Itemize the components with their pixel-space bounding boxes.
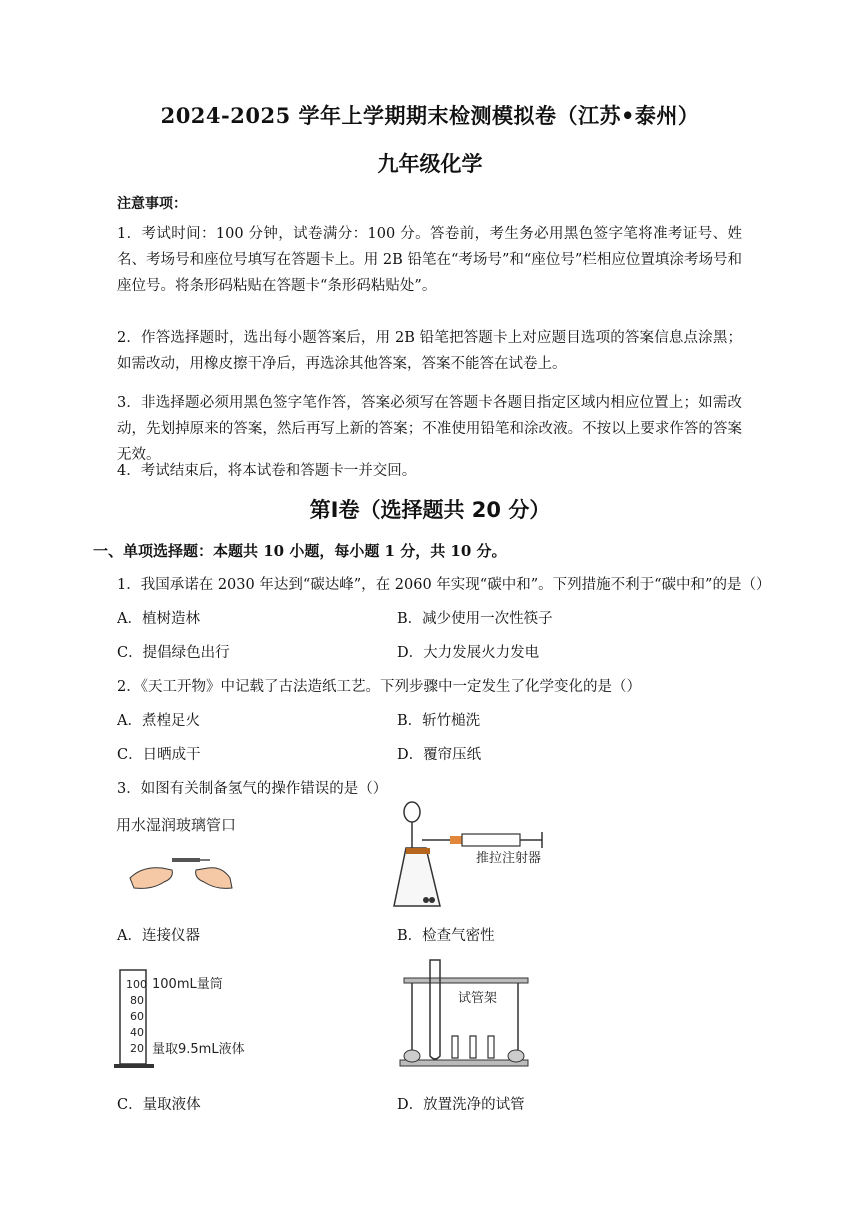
scale-80: 80 [130,994,144,1007]
note-item-2: 2．作答选择题时，选出每小题答案后，用 2B 铅笔把答题卡上对应题目选项的答案信息点涂黑；如需改动，用橡皮擦干净后，再选涂其他答案，答案不能答在试卷上。 [117,330,742,372]
right-hand-icon [196,868,232,889]
left-hand-icon [130,868,172,889]
figure-b-label: 推拉注射器 [476,851,542,866]
figure-c-measure-liquid [112,966,272,1076]
rack-top-bar-icon [404,978,528,983]
note-item-4: 4．考试结束后，将本试卷和答题卡一并交回。 [117,463,417,479]
question-3-option-a: A．连接仪器 [117,928,200,944]
scale-20: 20 [130,1042,144,1055]
question-2-option-a: A．煮楻足火 [117,713,200,729]
test-tube-icon [430,960,440,1059]
question-3-stem: 3．如图有关制备氢气的操作错误的是（） [117,781,388,797]
figure-d-test-tube-rack [396,956,531,1081]
stopper-icon [406,848,430,854]
figure-a-label: 用水湿润玻璃管口 [116,816,237,834]
notes-heading: 注意事项： [117,196,187,212]
note-item-1: 1．考试时间：100 分钟，试卷满分：100 分。答卷前，考生务必用黑色签字笔将准考证号、姓名、考场号和座位号填写在答题卡上。用 2B 铅笔在“考场号”和“座位号”栏相应位置填涂考场号和座位号。将条形码粘贴在答题卡“条形码粘贴处”。 [117,226,742,294]
question-2-option-b: B．斩竹槌洗 [397,713,481,729]
question-2-stem: 2．《天工开物》中记载了古法造纸工艺。下列步骤中一定发生了化学变化的是（） [117,679,641,695]
question-3-option-d: D．放置洗净的试管 [397,1097,525,1113]
figure-c-cylinder-label: 100mL量筒 [152,977,223,992]
note-item-3: 3．非选择题必须用黑色签字笔作答，答案必须写在答题卡各题目指定区域内相应位置上；如需改动，先划掉原来的答案，然后再写上新的答案；不准使用铅笔和涂改液。不按以上要求作答的答案无效。 [117,395,742,463]
rubber-tube-icon [172,858,200,862]
question-1-option-d: D．大力发展火力发电 [397,645,540,661]
question-1-option-c: C．提倡绿色出行 [117,645,230,661]
scale-40: 40 [130,1026,144,1039]
section-title: 第Ⅰ卷（选择题共 20 分） [309,498,551,522]
exam-subtitle: 九年级化学 [377,151,483,176]
question-3-option-b: B．检查气密性 [397,928,495,944]
scale-60: 60 [130,1010,144,1023]
scale-100: 100 [126,978,147,991]
question-2-option-d: D．覆帘压纸 [397,747,482,763]
funnel-icon [404,802,420,822]
exam-title: 2024-2025 学年上学期期末检测模拟卷（江苏•泰州） [160,103,700,128]
question-2-option-c: C．日晒成干 [117,747,201,763]
figure-a-connect-apparatus [112,808,262,908]
question-1-option-a: A．植树造林 [117,611,200,627]
figure-d-label: 试管架 [458,991,498,1006]
question-1-option-b: B．减少使用一次性筷子 [397,611,553,627]
figure-c-measure-label: 量取9.5mL液体 [152,1042,245,1057]
part-title: 一、单项选择题：本题共 10 小题，每小题 1 分，共 10 分。 [93,542,507,560]
rack-base-icon [400,1060,528,1066]
syringe-icon [462,834,520,846]
figure-b-airtightness-check [392,800,562,915]
question-1-stem: 1．我国承诺在 2030 年达到“碳达峰”，在 2060 年实现“碳中和”。下列措施不利于“碳中和”的是（） [117,577,771,593]
question-3-option-c: C．量取液体 [117,1097,201,1113]
